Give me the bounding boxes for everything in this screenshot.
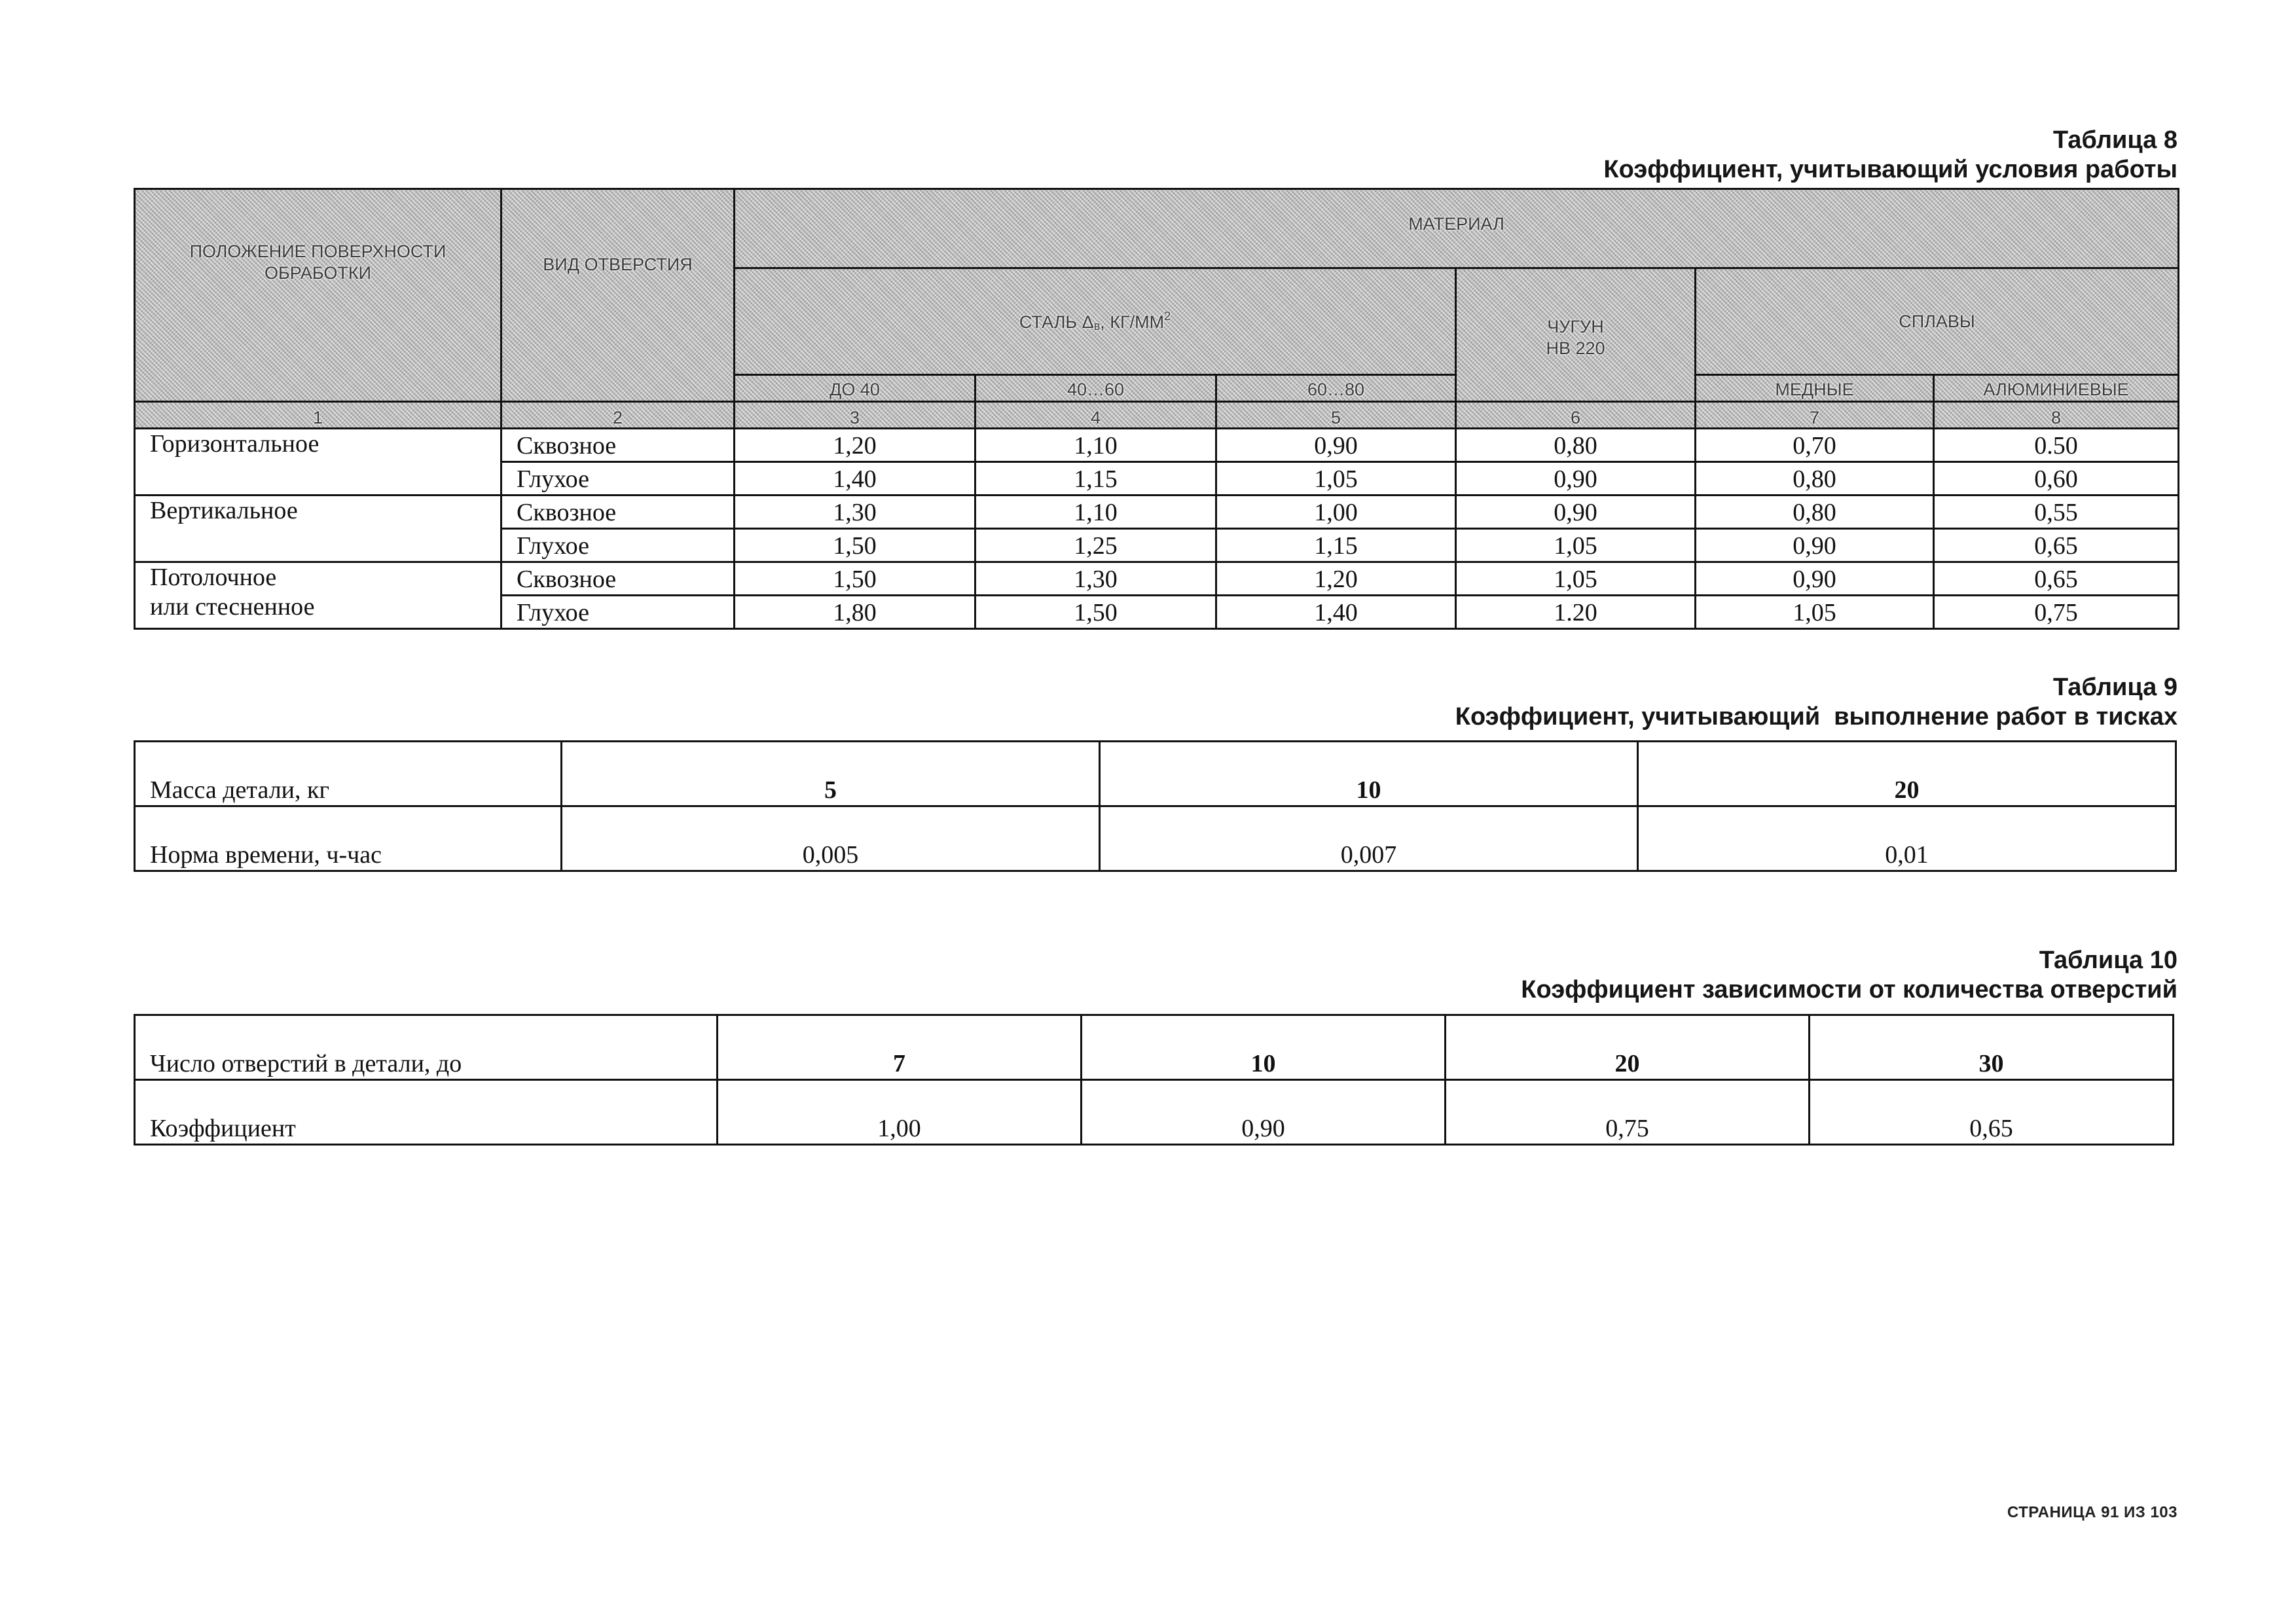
position-label: Вертикальное (150, 497, 298, 524)
time-norm-value: 0,01 (1638, 806, 2176, 871)
hole-count-label: Число отверстий в детали, до (135, 1015, 718, 1080)
coefficient-cell: 0,70 (1696, 429, 1934, 462)
coefficient-cell: 0,90 (1456, 462, 1696, 496)
position-label: или стесненное (150, 593, 315, 621)
table-8-header (135, 189, 2179, 429)
hole-type-cell: Сквозное (501, 562, 735, 596)
position-cell (135, 429, 501, 496)
header-column-numbers (135, 402, 2179, 429)
coefficient-cell: 1,20 (735, 429, 975, 462)
page-number: СТРАНИЦА 91 ИЗ 103 (2007, 1504, 2178, 1521)
hole-count-value: 20 (1446, 1015, 1810, 1080)
coefficient-cell: 0,65 (1934, 562, 2179, 596)
coefficient-cell: 1,50 (735, 529, 975, 562)
column-number: 6 (1456, 402, 1696, 429)
table-10-title: Коэффициент зависимости от количества отверстий (1521, 976, 2178, 1003)
position-cell (135, 496, 501, 562)
position-label: Потолочное (150, 564, 277, 591)
header-alloy-aluminium: АЛЮМИНИЕВЫЕ (1934, 375, 2179, 402)
coefficient-value: 0,65 (1810, 1080, 2174, 1145)
coefficient-cell: 0,90 (1456, 496, 1696, 529)
table-row (135, 742, 2176, 806)
position-cell (135, 562, 501, 629)
time-norm-value: 0,005 (562, 806, 1100, 871)
coefficient-cell: 0,60 (1934, 462, 2179, 496)
coefficient-cell: 1,00 (1216, 496, 1456, 529)
table-row (135, 562, 2179, 596)
coefficient-cell: 1,40 (1216, 596, 1456, 629)
coefficient-cell: 0,80 (1696, 462, 1934, 496)
coefficient-cell: 1,05 (1216, 462, 1456, 496)
coefficient-cell: 1,25 (975, 529, 1216, 562)
coefficient-cell: 0,80 (1696, 496, 1934, 529)
table-8-caption (1603, 126, 2178, 185)
table-row (135, 1080, 2174, 1145)
hole-type-cell: Глухое (501, 529, 735, 562)
coefficient-cell: 1,30 (735, 496, 975, 529)
table-row (135, 1015, 2174, 1080)
coefficient-cell: 1,20 (1216, 562, 1456, 596)
coefficient-cell: 0.50 (1934, 429, 2179, 462)
hole-type-cell: Сквозное (501, 496, 735, 529)
column-number: 5 (1216, 402, 1456, 429)
column-number: 4 (975, 402, 1216, 429)
hole-type-cell: Сквозное (501, 429, 735, 462)
header-material: МАТЕРИАЛ (735, 189, 2179, 268)
table-10-caption (1521, 946, 2178, 1005)
coefficient-cell: 1,50 (975, 596, 1216, 629)
mass-label: Масса детали, кг (135, 742, 562, 806)
coefficient-cell: 1,05 (1456, 562, 1696, 596)
header-position: ПОЛОЖЕНИЕ ПОВЕРХНОСТИ ОБРАБОТКИ (135, 189, 501, 402)
header-steel-range: ДО 40 (735, 375, 975, 402)
hole-count-value: 30 (1810, 1015, 2174, 1080)
coefficient-cell: 0,55 (1934, 496, 2179, 529)
coefficient-cell: 0,80 (1456, 429, 1696, 462)
hole-count-value: 7 (718, 1015, 1082, 1080)
table-9 (134, 740, 2177, 872)
header-cast-iron: ЧУГУН НВ 220 (1456, 268, 1696, 402)
header-alloys: СПЛАВЫ (1696, 268, 2179, 375)
hole-type-cell: Глухое (501, 596, 735, 629)
table-8-number: Таблица 8 (2052, 126, 2178, 154)
table-9-number: Таблица 9 (2052, 674, 2178, 701)
coefficient-value: 0,75 (1446, 1080, 1810, 1145)
table-row (135, 806, 2176, 871)
coefficient-cell: 1,05 (1456, 529, 1696, 562)
time-norm-value: 0,007 (1100, 806, 1638, 871)
position-label: Горизонтальное (150, 430, 319, 458)
coefficient-cell: 0,90 (1696, 562, 1934, 596)
mass-value: 10 (1100, 742, 1638, 806)
coefficient-cell: 1,80 (735, 596, 975, 629)
coefficient-value: 0,90 (1082, 1080, 1446, 1145)
header-steel-range: 40…60 (975, 375, 1216, 402)
table-9-caption (1455, 673, 2178, 732)
hole-type-cell: Глухое (501, 462, 735, 496)
table-row (135, 429, 2179, 462)
hole-count-value: 10 (1082, 1015, 1446, 1080)
table-row (135, 496, 2179, 529)
table-8 (134, 188, 2179, 630)
coefficient-cell: 1,05 (1696, 596, 1934, 629)
column-number: 1 (135, 402, 501, 429)
coefficient-cell: 0,90 (1696, 529, 1934, 562)
column-number: 7 (1696, 402, 1934, 429)
column-number: 2 (501, 402, 735, 429)
coefficient-cell: 1.20 (1456, 596, 1696, 629)
table-8-title: Коэффициент, учитывающий условия работы (1603, 156, 2178, 183)
coefficient-cell: 1,10 (975, 429, 1216, 462)
coefficient-cell: 1,15 (1216, 529, 1456, 562)
table-8-body (135, 429, 2179, 629)
coefficient-cell: 0,90 (1216, 429, 1456, 462)
header-hole-type: ВИД ОТВЕРСТИЯ (501, 189, 735, 402)
time-norm-label: Норма времени, ч-час (135, 806, 562, 871)
coefficient-cell: 0,75 (1934, 596, 2179, 629)
coefficient-cell: 0,65 (1934, 529, 2179, 562)
header-steel: СТАЛЬ $\Delta_в$, $КГ/ММ^2$ (735, 268, 1456, 375)
mass-value: 20 (1638, 742, 2176, 806)
column-number: 8 (1934, 402, 2179, 429)
header-steel-range: 60…80 (1216, 375, 1456, 402)
coefficient-cell: 1,40 (735, 462, 975, 496)
coefficient-cell: 1,50 (735, 562, 975, 596)
header-alloy-copper: МЕДНЫЕ (1696, 375, 1934, 402)
coefficient-cell: 1,15 (975, 462, 1216, 496)
coefficient-label: Коэффициент (135, 1080, 718, 1145)
column-number: 3 (735, 402, 975, 429)
coefficient-cell: 1,30 (975, 562, 1216, 596)
mass-value: 5 (562, 742, 1100, 806)
table-10 (134, 1014, 2174, 1146)
coefficient-value: 1,00 (718, 1080, 1082, 1145)
table-9-title: Коэффициент, учитывающий выполнение работ в тисках (1455, 703, 2178, 731)
coefficient-cell: 1,10 (975, 496, 1216, 529)
table-10-number: Таблица 10 (2039, 947, 2178, 974)
